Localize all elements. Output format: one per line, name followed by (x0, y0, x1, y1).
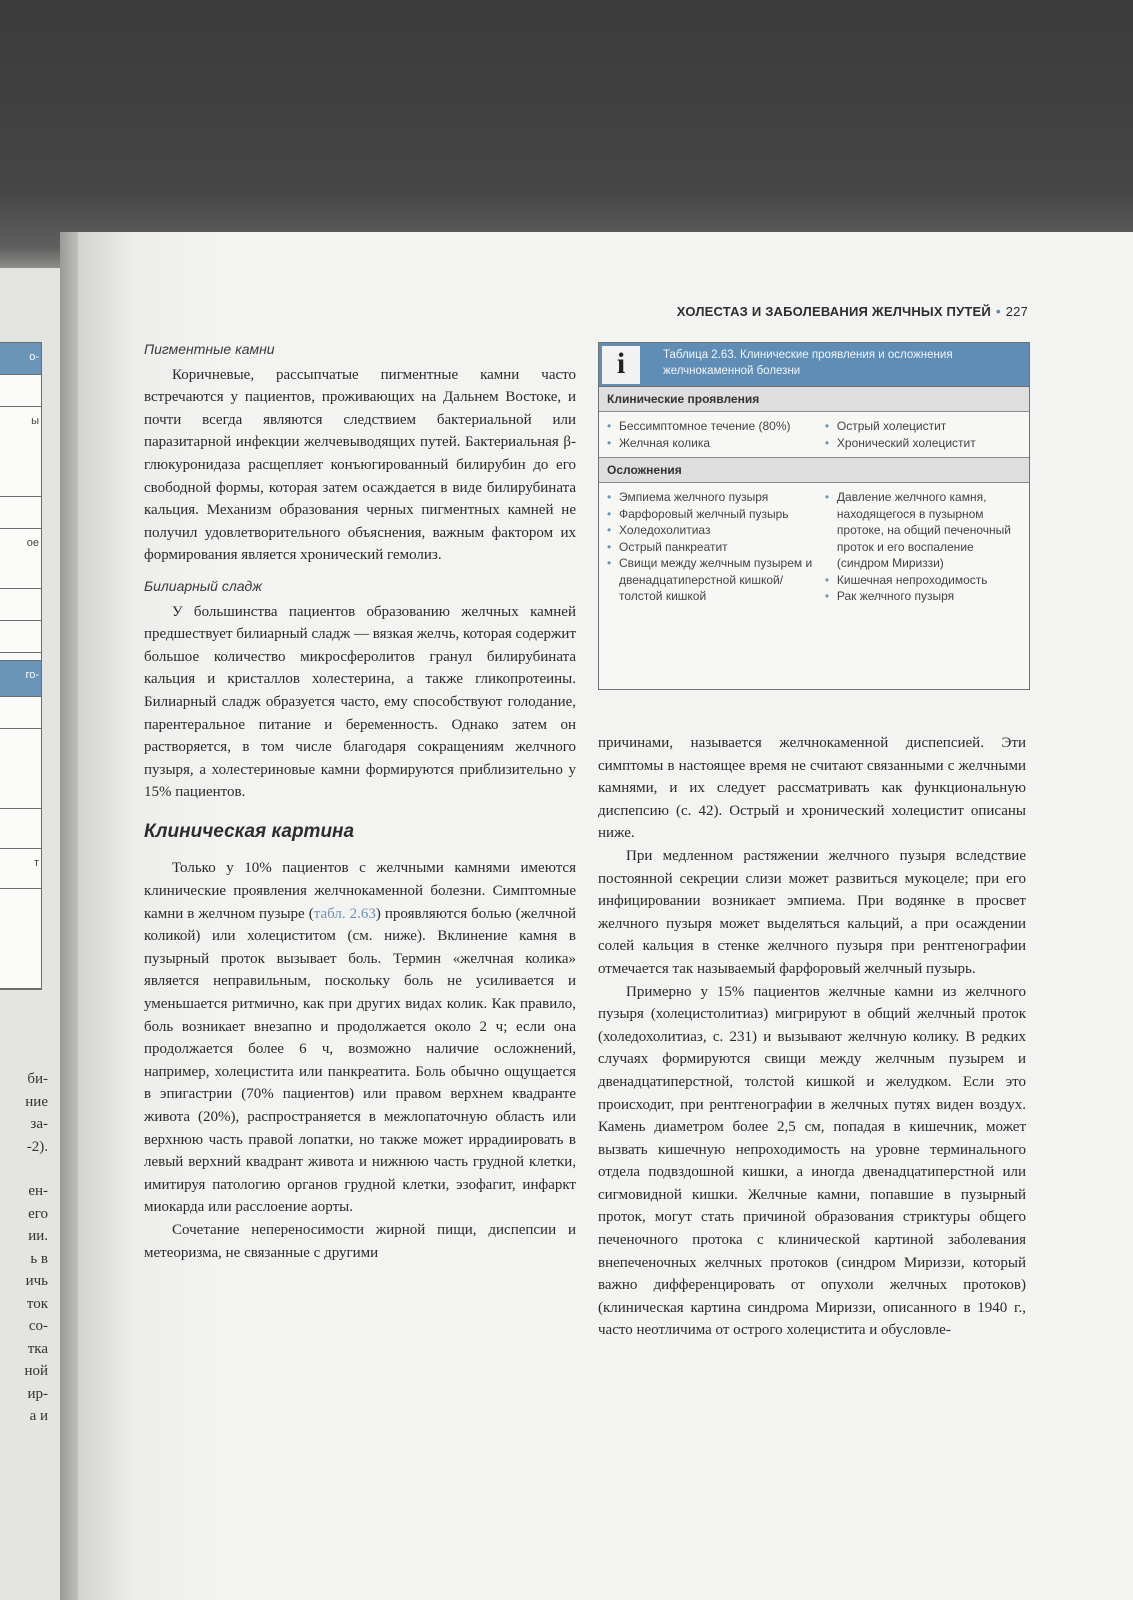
prev-cell: ы (0, 407, 41, 497)
prev-line: би- (27, 1071, 48, 1087)
list-item: • Холедохолитиаз (607, 522, 815, 539)
header-bullet: • (995, 304, 1001, 319)
info-icon: i (602, 346, 640, 384)
prev-cell (0, 889, 41, 989)
subheading-biliary-sludge: Билиарный сладж (144, 577, 262, 594)
prev-line: ток (26, 1295, 48, 1312)
paragraph-text: ) проявляются болью (желчной коликой) или холециститом (см. ниже). Вклинение камня в пузырный проток вызывает боль. Термин «желчная колика» является неправильным, поскольку боль не усиливается и уменьшается ритмично, как при других видах колик. Как правило, боль возникает внезапно и продолжается около 2 ч; если она продолжается более 6 ч, возможно наличие осложнений, например, холецистита или панкреатита. Боль обычно ощущается в эпигастрии (70% пациентов) или правом верхнем квадранте живота (20%), распространяется в межлопаточную область или верхнюю часть правой лопатки, но также может иррадиировать в левый верхний квадрант живота и нижнюю часть грудной клетки, имитируя патологию органов грудной клетки, эзофагит, инфаркт миокарда или расслоение аорты. (144, 905, 577, 1216)
prev-cell: го- (0, 661, 41, 697)
subheading-pigment-stones: Пигментные камни (144, 341, 275, 357)
list-item: • Хронический холецистит (825, 435, 1021, 452)
table-title: Таблица 2.63. Клинические проявления и осложнения желчнокаменной болезни (663, 349, 953, 377)
prev-line: ичь (25, 1273, 48, 1289)
prev-line: ии. (28, 1228, 48, 1244)
previous-page-text (0, 1068, 48, 1428)
list-item: • Острый холецистит (825, 418, 1021, 435)
prev-cell (0, 729, 41, 809)
paragraph: Сочетание непереносимости жирной пищи, диспепсии и метеоризма, не связанные с другими (144, 1221, 576, 1261)
scan-dark-band (0, 0, 1133, 268)
prev-line: ной (24, 1363, 48, 1379)
prev-line: ние (25, 1093, 48, 1110)
prev-line: -2). (26, 1138, 48, 1155)
prev-line: ен- (28, 1183, 48, 1199)
prev-cell (0, 809, 41, 849)
list-item: • Фарфоровый желчный пузырь (607, 506, 815, 523)
info-table-box (598, 342, 1030, 690)
previous-page-table-bottom (0, 660, 42, 990)
prev-cell (0, 621, 41, 653)
table-list (607, 418, 815, 451)
prev-line (0, 1158, 48, 1180)
prev-cell: ое (0, 529, 41, 589)
prev-cell (0, 697, 41, 729)
table-list (825, 418, 1021, 451)
prev-line: его (28, 1205, 48, 1222)
paragraph: Коричневые, рассыпчатые пигментные камни часто встречаются у пациентов, проживающих на Дальнем Востоке, и почти всегда являются следствием бактериальной или паразитарной инфекции желчевыводящих путей. Бактериальная β-глюкуронидаза расщепляет конъюгированный билирубин до его свободной формы, которая затем осаждается в виде билирубината кальция. Механизм образования черных пигментных камней не получил удовлетворительного объяснения, важным фактором их формирования является хронический гемолиз. (144, 366, 576, 564)
list-item: • Бессимптомное течение (80%) (607, 418, 815, 435)
table-section-body (599, 483, 1029, 611)
paragraph: У большинства пациентов образованию желчных камней предшествует билиарный сладж — вязкая желчь, которая содержит большое количество микросферолитов гранул билирубината кальция и кристаллов холестерина, а также гликопротеины. Билиарный сладж образуется часто, ему способствуют голодание, парентеральное питание и беременность. Однако затем он растворяется, в том числе благодаря сокращениям желчного пузыря, а холестериновые камни формируются приблизительно у 15% пациентов. (144, 603, 576, 801)
right-column (598, 732, 1026, 1342)
paragraph: причинами, называется желчнокаменной диспепсией. Эти симптомы в настоящее время не считают связанными с желчными камнями, и их следует рассматривать как функциональную диспепсию (с. 42). Острый и хронический холецистит описаны ниже. (598, 735, 1026, 842)
previous-page-table-top (0, 342, 42, 686)
prev-line: за- (30, 1116, 48, 1132)
running-header (618, 304, 1028, 319)
table-section-body (599, 412, 1029, 457)
prev-cell (0, 589, 41, 621)
paragraph: Примерно у 15% пациентов желчные камни из желчного пузыря (холецистолитиаз) мигрируют в общий желчный проток (холедохолитиаз, с. 231) и вызывают желчную колику. В редких случаях формируются свищи между желчным пузырем и двенадцатиперстной, толстой кишкой и желудком. Если это происходит, при рентгенографии в желчных путях виден воздух. Камень диаметром более 2,5 см, попадая в кишечник, может вызвать кишечную непроходимость на уровне терминального отдела подвздошной кишки, а иногда двенадцатиперстной или сигмовидной кишки. Желчные камни, попавшие в пузырный проток, могут стать причиной образования стриктуры общего печеночного протока с клинической картиной заболевания внепеченочных желчных протоков (синдром Мириззи, который важно дифференцировать от опухоли желчных протоков) (клиническая картина синдрома Мириззи, описанного в 1940 г., часто неотличима от острого холецистита и обусловле- (598, 983, 1026, 1339)
prev-cell (0, 497, 41, 529)
prev-cell: т (0, 849, 41, 889)
previous-page-edge (0, 268, 60, 1600)
list-item: • Рак желчного пузыря (825, 588, 1021, 605)
prev-cell (0, 375, 41, 407)
list-item: • Острый панкреатит (607, 539, 815, 556)
page-number: 227 (1005, 304, 1028, 319)
prev-cell: о- (0, 343, 41, 375)
paragraph (144, 857, 576, 1219)
paragraph: При медленном растяжении желчного пузыря вследствие постоянной секреции слизи может развиться мукоцеле; при его инфицировании возникает эмпиема. При водянке в просвет желчного пузыря может выделяться кальций, а при осаждении солей кальция в стенке желчного пузыря при рентгенографии отмечается так называемый фарфоровый желчный пузырь. (598, 847, 1026, 977)
paragraph-text: Только у 10% пациентов с желчными камнями имеются клинические проявления желчнокаменной болезни. Симптомные камни в желчном пузыре ( (144, 860, 576, 922)
section-heading: Клиническая картина (144, 820, 355, 842)
list-item: • Свищи между желчным пузырем и двенадцатиперстной кишкой/толстой кишкой (607, 555, 815, 605)
prev-line: тка (27, 1340, 48, 1357)
table-header (599, 343, 1029, 387)
prev-line: ир- (27, 1385, 48, 1402)
prev-line: а и (29, 1408, 48, 1424)
running-title: ХОЛЕСТАЗ И ЗАБОЛЕВАНИЯ ЖЕЛЧНЫХ ПУТЕЙ (676, 304, 991, 319)
list-item: • Желчная колика (607, 435, 815, 452)
table-reference-link[interactable]: табл. 2.63 (313, 905, 376, 922)
table-list (607, 489, 815, 605)
table-section-heading: Клинические проявления (599, 387, 1029, 412)
table-list (825, 489, 1021, 605)
left-column (144, 336, 576, 1264)
list-item: • Давление желчного камня, находящегося в пузырном протоке, на общий печеночный проток и его воспаление (синдром Мириззи) (825, 489, 1021, 572)
list-item: • Эмпиема желчного пузыря (607, 489, 815, 506)
list-item: • Кишечная непроходимость (825, 572, 1021, 589)
table-section-heading: Осложнения (599, 457, 1029, 483)
prev-line: со- (28, 1318, 48, 1334)
prev-line: ь в (30, 1250, 48, 1267)
